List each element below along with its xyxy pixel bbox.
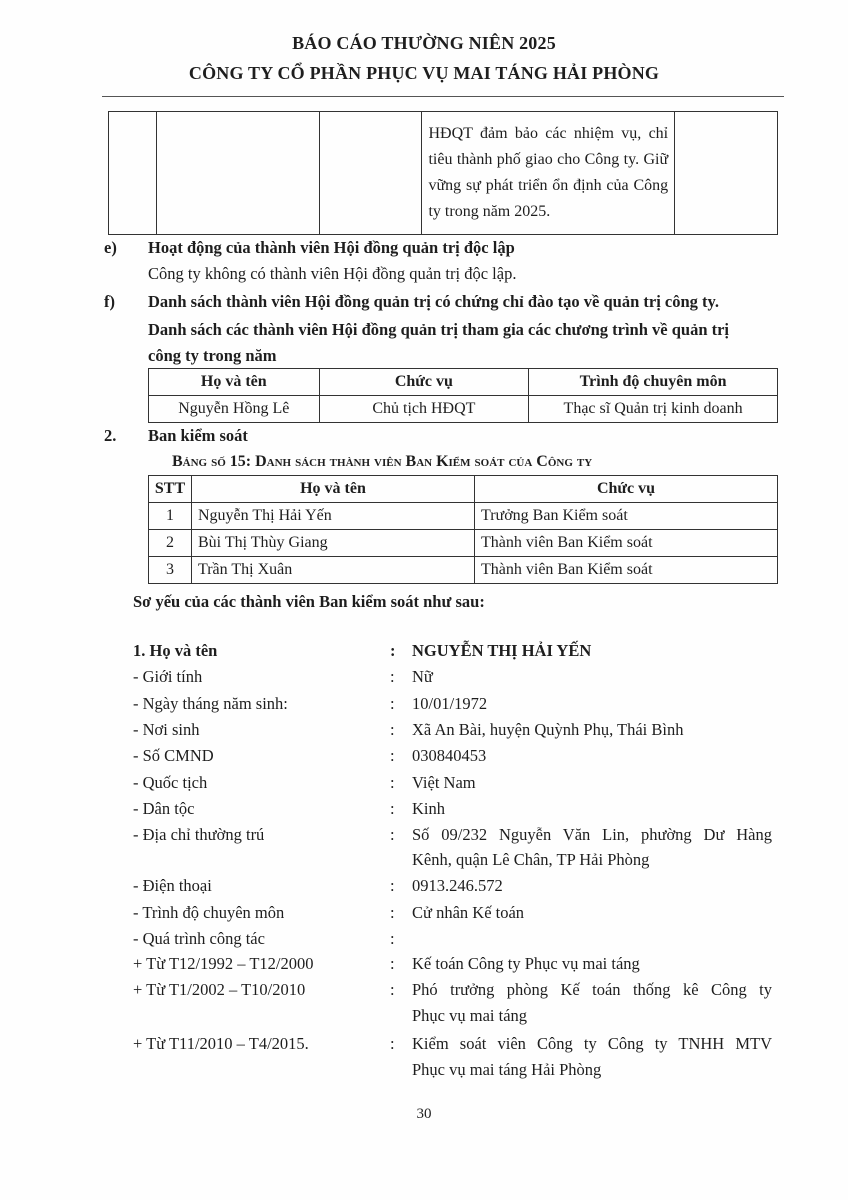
- career-label: + Từ T12/1992 – T12/2000: [133, 954, 314, 973]
- section-e-title: Hoạt động của thành viên Hội đồng quản trị độc lập: [148, 238, 515, 257]
- field-value: 0913.246.572: [412, 876, 503, 895]
- field-label: - Trình độ chuyên môn: [133, 903, 285, 922]
- career-value-line2: Phục vụ mai táng: [412, 1006, 528, 1025]
- table-cell: [319, 112, 422, 235]
- colon: :: [390, 980, 395, 999]
- table-cell: [675, 112, 778, 235]
- colon: :: [390, 929, 395, 948]
- table-cell: Thành viên Ban Kiểm soát: [475, 557, 778, 584]
- section-2-title: Ban kiểm soát: [148, 426, 248, 445]
- cell-text: HĐQT đảm bảo các nhiệm vụ, chỉ tiêu thành phố giao cho Công ty. Giữ vững sự phát triển ổn định của Công ty trong năm 2025.: [428, 125, 669, 220]
- table-header-row: [149, 476, 778, 503]
- career-label: + Từ T1/2002 – T10/2010: [133, 980, 306, 999]
- report-title: BÁO CÁO THƯỜNG NIÊN 2025: [292, 33, 556, 53]
- table-header-row: [149, 369, 778, 396]
- header-cell: Trình độ chuyên môn: [529, 369, 778, 396]
- table-row: [149, 557, 778, 584]
- field-label: - Quá trình công tác: [133, 929, 265, 948]
- table-cell: Thạc sĩ Quản trị kinh doanh: [529, 396, 778, 423]
- career-value-line1: Kiểm soát viên Công ty Công ty TNHH MTV: [412, 1034, 772, 1053]
- table-cell: 2: [149, 530, 192, 557]
- colon: :: [390, 799, 395, 818]
- table-cell: 1: [149, 503, 192, 530]
- field-label: - Dân tộc: [133, 799, 195, 818]
- field-label: - Giới tính: [133, 667, 203, 686]
- colon: :: [390, 825, 395, 844]
- field-label: - Ngày tháng năm sinh:: [133, 694, 288, 713]
- field-value: 10/01/1972: [412, 694, 488, 713]
- table-cell: [156, 112, 319, 235]
- section-f-marker: f): [104, 292, 115, 311]
- field-label: - Quốc tịch: [133, 773, 208, 792]
- field-label: - Địa chỉ thường trú: [133, 825, 265, 844]
- field-label: - Nơi sinh: [133, 720, 200, 739]
- field-value: 030840453: [412, 746, 487, 765]
- table-caption: Bảng số 15: Danh sách thành viên Ban Kiểm soát của Công ty: [172, 453, 593, 470]
- colon: :: [390, 667, 395, 686]
- table-cell: Trần Thị Xuân: [192, 557, 475, 584]
- section-f-title-line3: công ty trong năm: [148, 346, 277, 365]
- career-value: Kế toán Công ty Phục vụ mai táng: [412, 954, 640, 973]
- colon: :: [390, 1034, 395, 1053]
- company-name: CÔNG TY CỔ PHẦN PHỤC VỤ MAI TÁNG HẢI PHÒNG: [188, 63, 660, 83]
- page-number: 30: [416, 1106, 432, 1122]
- section-f-title-line2: Danh sách các thành viên Hội đồng quản trị tham gia các chương trình về quản trị: [148, 320, 730, 339]
- career-label: + Từ T11/2010 – T4/2015.: [133, 1034, 309, 1053]
- profile-name-label: 1. Họ và tên: [133, 641, 218, 660]
- section-f-title-line1: Danh sách thành viên Hội đồng quản trị có chứng chỉ đào tạo về quản trị công ty.: [148, 292, 719, 311]
- field-label: - Điện thoại: [133, 876, 212, 895]
- table-row: [149, 530, 778, 557]
- career-value-line1: Phó trưởng phòng Kế toán thống kê Công ty: [412, 980, 772, 999]
- header-cell: STT: [149, 476, 192, 503]
- table-cell: Nguyễn Thị Hải Yến: [192, 503, 475, 530]
- profile-intro: Sơ yếu của các thành viên Ban kiểm soát như sau:: [133, 592, 485, 611]
- table-cell: Thành viên Ban Kiểm soát: [475, 530, 778, 557]
- profile-name-value: NGUYỄN THỊ HẢI YẾN: [412, 641, 592, 660]
- table-cell: Bùi Thị Thùy Giang: [192, 530, 475, 557]
- board-training-table: [148, 368, 778, 423]
- field-value: Nữ: [412, 667, 433, 686]
- section-e-body: Công ty không có thành viên Hội đồng quản trị độc lập.: [148, 264, 517, 283]
- colon: :: [390, 694, 395, 713]
- header-cell: Họ và tên: [149, 369, 320, 396]
- field-value: Kinh: [412, 799, 445, 818]
- colon: :: [390, 720, 395, 739]
- header-divider: [102, 96, 784, 97]
- table-cell: 3: [149, 557, 192, 584]
- supervisory-board-table: [148, 475, 778, 584]
- colon: :: [390, 876, 395, 895]
- field-value-line2: Kênh, quận Lê Chân, TP Hải Phòng: [412, 850, 650, 869]
- table-cell: [109, 112, 157, 235]
- field-value: Xã An Bài, huyện Quỳnh Phụ, Thái Bình: [412, 720, 684, 739]
- table-row: [149, 503, 778, 530]
- table-row: [149, 396, 778, 423]
- colon: :: [390, 746, 395, 765]
- header-cell: Chức vụ: [475, 476, 778, 503]
- field-label: - Số CMND: [133, 746, 214, 765]
- career-value-line2: Phục vụ mai táng Hải Phòng: [412, 1060, 602, 1079]
- table-cell: Nguyễn Hồng Lê: [149, 396, 320, 423]
- table-cell: [422, 112, 675, 235]
- header-cell: Họ và tên: [192, 476, 475, 503]
- field-value: Việt Nam: [412, 773, 476, 792]
- colon: :: [390, 954, 395, 973]
- field-value: Cử nhân Kế toán: [412, 903, 525, 922]
- section-2-marker: 2.: [104, 426, 117, 445]
- table-cell: Trưởng Ban Kiểm soát: [475, 503, 778, 530]
- colon: :: [390, 641, 396, 660]
- table-cell: Chủ tịch HĐQT: [319, 396, 529, 423]
- colon: :: [390, 903, 395, 922]
- table-row: [109, 112, 778, 235]
- colon: :: [390, 773, 395, 792]
- continued-table: [108, 111, 778, 235]
- header-cell: Chức vụ: [319, 369, 529, 396]
- section-e-marker: e): [104, 238, 117, 257]
- field-value-line1: Số 09/232 Nguyễn Văn Lin, phường Dư Hàng: [412, 825, 772, 844]
